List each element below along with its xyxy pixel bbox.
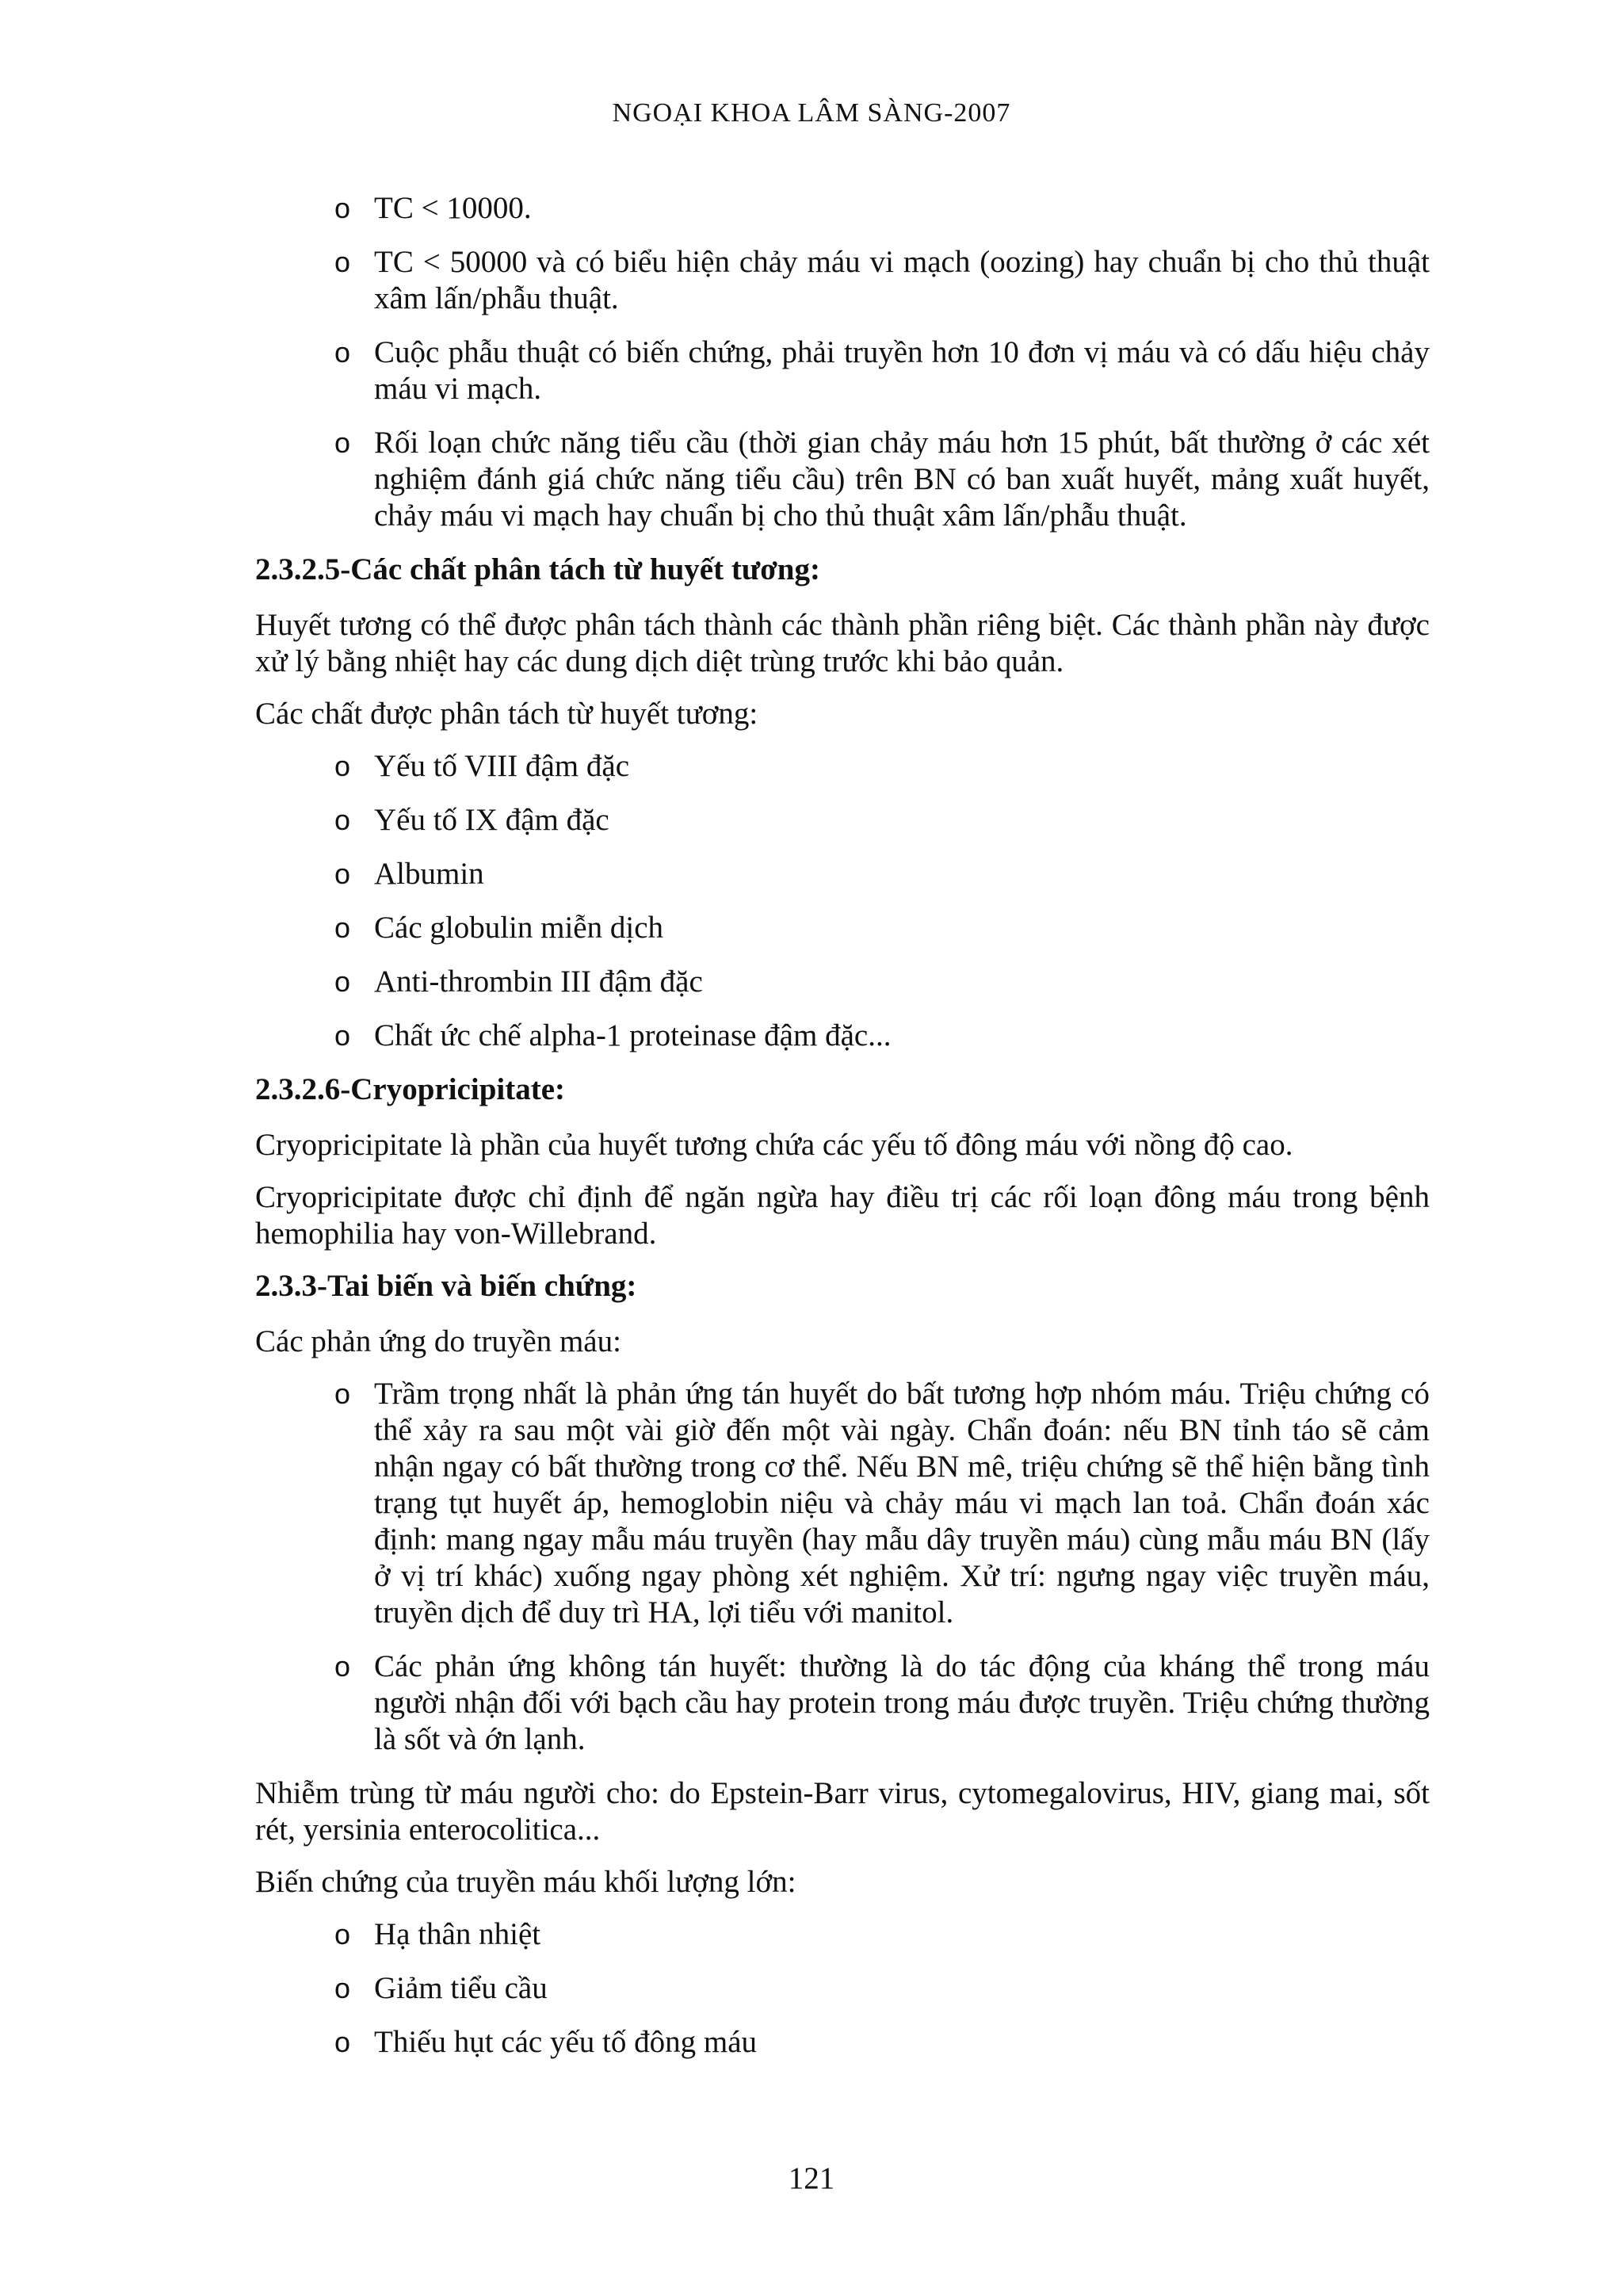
bullet-marker: o <box>334 804 351 836</box>
paragraph: Biến chứng của truyền máu khối lượng lớn: <box>255 1865 796 1899</box>
bullet-marker: o <box>334 965 351 998</box>
running-header: NGOẠI KHOA LÂM SÀNG-2007 <box>612 98 1011 128</box>
paragraph: Cryopricipitate được chỉ định để ngăn ngừa hay điều trị các rối loạn đông máu trong bệnh hemophilia hay von-Willebrand. <box>255 1180 1430 1251</box>
list-item: o TC < 10000. <box>334 191 532 225</box>
page-number: 121 <box>788 2161 835 2195</box>
bullet-marker: o <box>334 858 351 890</box>
bullet-marker: o <box>334 1918 351 1950</box>
bullet-marker: o <box>334 2026 351 2058</box>
list-item: o Yếu tố VIII đậm đặc <box>334 749 629 783</box>
list-item: o Các phản ứng không tán huyết: thường là do tác động của kháng thể trong máu người nhận đối với bạch cầu hay protein trong máu được truyền. Triệu chứng thường là sốt và ớn lạnh. <box>334 1649 1430 1756</box>
page-body <box>255 190 1430 2078</box>
list-item: o Trầm trọng nhất là phản ứng tán huyết do bất tương hợp nhóm máu. Triệu chứng có thể xảy ra sau một vài giờ đến một vài ngày. Chẩn đoán: nếu BN tỉnh táo sẽ cảm nhận ngay có bất thường trong cơ thể. Nếu BN mê, triệu chứng sẽ thể hiện bằng tình trạng tụt huyết áp, hemoglobin niệu và chảy máu vi mạch lan toả. Chẩn đoán xác định: mang ngay mẫu máu truyền (hay mẫu dây truyền máu) cùng mẫu máu BN (lấy ở vị trí khác) xuống ngay phòng xét nghiệm. Xử trí: ngưng ngay việc truyền máu, truyền dịch để duy trì HA, lợi tiểu với manitol. <box>334 1377 1430 1629</box>
section-heading-2325: 2.3.2.5-Các chất phân tách từ huyết tương: <box>255 552 820 586</box>
paragraph: Huyết tương có thể được phân tách thành các thành phần riêng biệt. Các thành phần này được xử lý bằng nhiệt hay các dung dịch diệt trùng trước khi bảo quản. <box>255 608 1430 678</box>
paragraph: Các chất được phân tách từ huyết tương: <box>255 697 758 731</box>
bullet-marker: o <box>334 192 351 224</box>
paragraph: Cryopricipitate là phần của huyết tương chứa các yếu tố đông máu với nồng độ cao. <box>255 1128 1293 1162</box>
transfusion-reactions-list <box>255 1376 1430 1758</box>
section-heading-233: 2.3.3-Tai biến và biến chứng: <box>255 1269 637 1303</box>
section-heading-2326: 2.3.2.6-Cryopricipitate: <box>255 1072 565 1106</box>
bullet-marker: o <box>334 246 351 278</box>
bullet-marker: o <box>334 1377 351 1410</box>
transfusion-indication-list <box>255 190 1430 534</box>
bullet-marker: o <box>334 1019 351 1052</box>
bullet-marker: o <box>334 1650 351 1683</box>
bullet-marker: o <box>334 911 351 944</box>
list-item: o Hạ thân nhiệt <box>334 1917 541 1951</box>
bullet-marker: o <box>334 426 351 459</box>
list-item: o Cuộc phẫu thuật có biến chứng, phải truyền hơn 10 đơn vị máu và có dấu hiệu chảy máu vi mạch. <box>334 335 1430 406</box>
list-item: o Rối loạn chức năng tiểu cầu (thời gian chảy máu hơn 15 phút, bất thường ở các xét nghiệm đánh giá chức năng tiểu cầu) trên BN có ban xuất huyết, mảng xuất huyết, chảy máu vi mạch hay chuẩn bị cho thủ thuật xâm lấn/phẫu thuật. <box>334 426 1430 533</box>
bullet-marker: o <box>334 1972 351 2004</box>
list-item: o Anti-thrombin III đậm đặc <box>334 965 703 999</box>
paragraph: Nhiễm trùng từ máu người cho: do Epstein-Barr virus, cytomegalovirus, HIV, giang mai, sốt rét, yersinia enterocolitica... <box>255 1776 1430 1847</box>
list-item: o Chất ức chế alpha-1 proteinase đậm đặc... <box>334 1018 892 1052</box>
list-item: o Giảm tiểu cầu <box>334 1971 548 2005</box>
list-item: o Albumin <box>334 857 484 891</box>
plasma-derivatives-list <box>255 748 1430 1054</box>
bullet-marker: o <box>334 336 351 369</box>
massive-transfusion-complications-list <box>255 1916 1430 2061</box>
list-item: o Yếu tố IX đậm đặc <box>334 803 609 837</box>
list-item: o Các globulin miễn dịch <box>334 911 664 945</box>
list-item: o TC < 50000 và có biểu hiện chảy máu vi mạch (oozing) hay chuẩn bị cho thủ thuật xâm lấn/phẫu thuật. <box>334 245 1430 315</box>
bullet-marker: o <box>334 750 351 782</box>
list-item: o Thiếu hụt các yếu tố đông máu <box>334 2025 758 2059</box>
paragraph: Các phản ứng do truyền máu: <box>255 1324 621 1358</box>
